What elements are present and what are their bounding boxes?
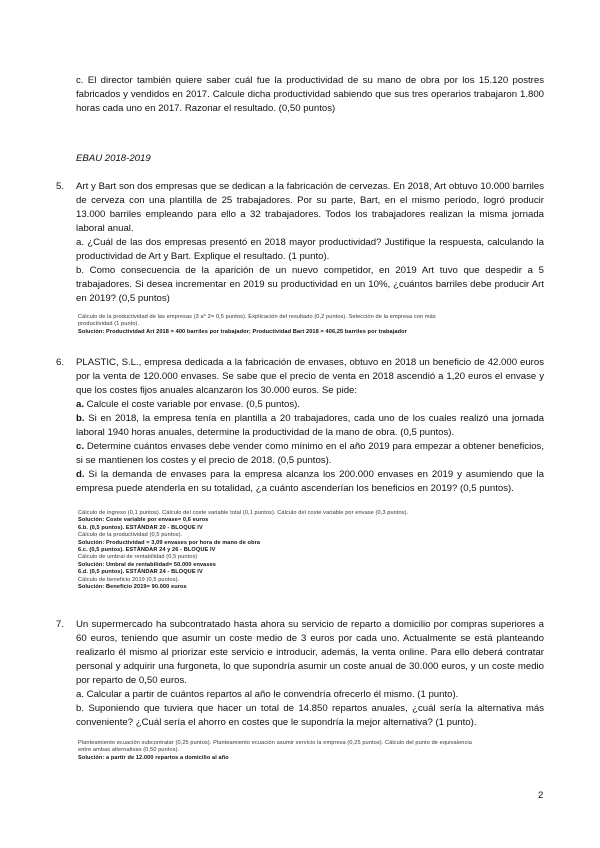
solution-line: 6.d. (0,5 puntos). ESTÁNDAR 24 - BLOQUE IV [78, 569, 203, 576]
question-6-part-d: d. Si la demanda de envases para la empresa alcanza los 200.000 envases en 2019 y asumiendo que la empresa puede atenderla en su totalidad, ¿a cuánto ascenderían los beneficios en 2019? (0,5 puntos). [76, 469, 544, 494]
part-letter: d. [76, 469, 85, 480]
question-6-solution [78, 510, 538, 591]
question-6-body [76, 356, 544, 496]
question-7-solution [78, 740, 538, 762]
part-letter: c. [76, 441, 85, 452]
question-5-statement: Art y Bart son dos empresas que se dedican a la fabricación de cervezas. En 2018, Art obtuvo 10.000 barriles de cerveza con una plantilla de 25 trabajadores. Por su parte, Bart, en el mismo periodo, logró producir 13.000 barriles empleando para ello a 32 trabajadores. Todos los trabajadores realizan la misma jornada laboral anual. [76, 181, 544, 234]
question-7-part-b: b. Suponiendo que tuviera que hacer un total de 14.850 repartos anuales, ¿cuál sería la alternativa más conveniente? ¿Cuál sería el ahorro en costes que le supondría la mejor alternativa? (1 punto). [76, 703, 544, 728]
part-letter: b. [76, 413, 85, 424]
solution-line: Solución: Coste variable por envase= 0,6 euros [78, 517, 209, 524]
page-number: 2 [538, 790, 544, 801]
solution-line: 6.b. (0,5 puntos). ESTÁNDAR 20 - BLOQUE IV [78, 524, 203, 531]
question-5-part-a: a. ¿Cuál de las dos empresas presentó en 2018 mayor productividad? Justifique la respuesta, calculando la productividad de Art y Bart. Explique el resultado. (1 punto). [76, 237, 544, 262]
part-letter: a. [76, 399, 85, 410]
question-7-statement: Un supermercado ha subcontratado hasta ahora su servicio de reparto a domicilio por compras superiores a 60 euros, teniendo que asumir un coste medio de 3 euros por cada uno. Actualmente se está planteando realizarlo él mismo al priorizar este servicio e introducir, además, la venta online. Para ello deberá contratar personal y adquirir una furgoneta, lo que supondría asumir un coste anual de 30.000 euros, y un coste medio por reparto de 0,50 euros. [76, 619, 544, 686]
solution-line: Cálculo de beneficio 2019 (0,5 puntos). [78, 576, 180, 583]
solution-line: Solución: Umbral de rentabilidad= 50.000 envases [78, 561, 217, 568]
question-6-number: 6. [56, 357, 65, 368]
solution-line: Planteamiento ecuación subcontratar (0,25 puntos). Planteamiento ecuación asumir servicio la empresa (0,25 puntos). Cálculo del punto de equivalencia [78, 740, 472, 746]
solution-line: 6.c. (0,5 puntos). ESTÁNDAR 24 y 26 - BLOQUE IV [78, 547, 216, 554]
question-5-part-b: b. Como consecuencia de la aparición de un nuevo competidor, en 2019 Art tuvo que despedir a 5 trabajadores. Si desea incrementar en 2019 su productividad en un 10%, ¿cuántos barriles debe producir Art en 2019? (0,5 puntos) [76, 265, 544, 304]
section-title: EBAU 2018-2019 [76, 153, 151, 164]
question-5-number: 5. [56, 181, 65, 192]
solution-line: Cálculo de la productividad (0,5 puntos). [78, 532, 183, 539]
question-5-body [76, 180, 544, 306]
question-6-part-b: b. Si en 2018, la empresa tenía en plantilla a 20 trabajadores, cada uno de los cuales realizó una jornada laboral 1940 horas anuales, determine la productividad de la mano de obra. (0,5 puntos). [76, 413, 544, 438]
solution-line: Cálculo de umbral de rentabilidad (0,5 puntos) [78, 554, 198, 561]
question-6-part-c: c. Determine cuántos envases debe vender como mínimo en el año 2019 para empezar a obtener beneficios, si se mantienen los costes y el precio de 2018. (0,5 puntos). [76, 441, 544, 466]
solution-line: Solución: Beneficio 2019= 90.000 euros [78, 584, 187, 591]
question-7-number: 7. [56, 619, 65, 630]
solution-line: entre ambas alternativas (0,50 puntos). [78, 747, 180, 754]
question-6-part-a: a. Calcule el coste variable por envase. (0,5 puntos). [76, 399, 300, 410]
solution-line: Cálculo de la productividad de las empresas (3 a* 2= 0,5 puntos). Explicación del resultado (0,2 puntos). Selección de la empresa con más [78, 314, 436, 320]
question-7-body [76, 618, 544, 730]
question-6-statement: PLASTIC, S.L., empresa dedicada a la fabricación de envases, obtuvo en 2018 un beneficio de 42.000 euros por la venta de 120.000 envases. Se sabe que el precio de venta en 2018 ascendió a 1,20 euros el envase y que los costes fijos anuales alcanzaron los 30.000 euros. Se pide: [76, 357, 544, 396]
question-5-solution [78, 314, 538, 336]
solution-line: Solución: a partir de 12.000 repartos a domicilio al año [78, 754, 229, 761]
intro-paragraph: c. El director también quiere saber cuál fue la productividad de su mano de obra por los 15.120 postres fabricados y vendidos en 2017. Calcule dicha productividad sabiendo que sus tres operarios trabajaron 1.800 horas cada uno en 2017. Razonar el resultado. (0,50 puntos) [76, 75, 544, 114]
solution-line: Cálculo de ingreso (0,1 puntos). Cálculo del coste variable total (0,1 puntos). Cálculo del coste variable por envase (0,3 puntos). [78, 510, 409, 516]
question-7-part-a: a. Calcular a partir de cuántos repartos al año le convendría ofrecerlo él mismo. (1 punto). [76, 689, 459, 700]
solution-line: Solución: Productividad Art 2018 = 400 barriles por trabajador; Productividad Bart 2018 = 406,25 barriles por trabajador [78, 328, 407, 335]
solution-line: Solución: Productividad = 3,09 envases por hora de mano de obra [78, 539, 261, 546]
solution-line: productividad (1 punto). [78, 321, 140, 328]
